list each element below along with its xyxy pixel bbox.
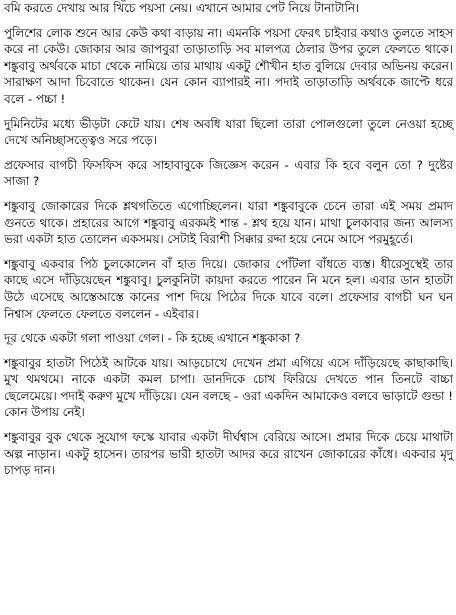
paragraph-5: শঙ্কুবাবু জোকারের দিকে শ্লথগতিতে এগোচ্ছিলেন। যারা শঙ্কুবাবুকে চেনে তারা এই সময় প্রমাদ গুনতে থাকে। প্রহারের আগে শঙ্কুবাবু এরকমই শান্ত - শ্লথ হয়ে যান। মাথা চুলকাবার জন্য আলস্য ভরা একটা হাত তোলেন একসময়। সেটাই বিরাশী সিক্কার রদ্দা হয়ে নেমে আসে পরমুহূর্তে।	[4, 198, 453, 247]
paragraph-1: বমি করতে দেখায় আর খিঁচে পয়সা নেয়। এখানে আমার পেট নিয়ে টানাটানি।	[4, 1, 360, 15]
paragraph-7: দূর থেকে একটা গলা পাওয়া গেল। - কি হচ্ছে এখানে শঙ্কুকাকা ?	[4, 331, 301, 346]
paragraph-3: দুমিনিটের মধ্যে ভীড়টা কেটে যায়। শেষ অবধি যারা ছিলো তারা পোলগুলো তুলে নেওয়া হচ্ছে দেখে অনিচ্ছাসত্ত্বেও সরে পড়ে।	[4, 116, 453, 148]
paragraph-8: শঙ্কুবাবুর হাতটা পিঠেই আটকে যায়। আড়চোখে দেখেন প্রমা এগিয়ে এসে দাঁড়িয়েছে কাছাকাছি। মুখ থমথমে। নাকে একটা কমল চাপা। ডানদিকে চোখ ফিরিয়ে দেখতে পান তিনটে বাচ্চা ছেলেমেয়ে। পদাই করুণ মুখে দাঁড়িয়ে। যেন বলছে - ওরা একদিন আমাকেও বলবে ভাড়াটে গুন্ডা ! কোন উপায় নেই।	[4, 355, 453, 420]
paragraph-9: শঙ্কুবাবুর বুক থেকে সুযোগ ফস্কে যাবার একটা দীর্ঘশ্বাস বেরিয়ে আসে। প্রমার দিকে চেয়ে মাথাটা অল্প নাড়ান। একটু হাসেন। তারপর ভারী হাতটা আদর করে রাখেন জোকারের কাঁধে। একবার মৃদু চাপড় দান।	[4, 430, 453, 478]
paragraph-2: পুলিশের লোক শুনে আর কেউ কথা বাড়ায় না। এমনকি পয়সা ফেরৎ চাইবার কথাও তুলতে সাহস করে না কেউ। জোকার আর জাপবুরা তাড়াতাড়ি সব মালপত্র ঠেলার উপর তুলে ফেলতে থাকে। শঙ্কুবাবু অর্থবকে মাচা থেকে নামিয়ে তার মাথায় একটু শৌখীন হাত বুলিয়ে দেবার অভিনয় করেন। সারাক্ষণ আদা চিবোতে থাকেন। যেন কোন ব্যাপারই না। পদাই তাড়াতাড়ি অর্থবকে জাপ্টে ধরে বলে - পচ্চা !	[4, 25, 453, 106]
paragraph-6: শঙ্কুবাবু একবার পিঠ চুলকোলেন বাঁ হাত দিয়ে। জোকার পোঁটলা বাঁধতে ব্যস্ত। ধীরেসুস্থেই তার কাছে এসে দাঁড়িয়েছেন শঙ্কুবাবু। চুলকুনিটা কায়দা করতে পারেন নি মনে হল। এবার ডান হাতটা উঠে এসেছে আস্তেআস্তে কানের পাশ দিয়ে পিঠের দিকে যাবে বলে। প্রফেসার বাগচী ঘন ঘন নিশ্বাস ফেলতে ফেলতে বললেন - এইবার।	[4, 256, 453, 321]
paragraph-4: প্রফেসার বাগচী ফিসফিস করে সাহাবাবুকে জিজ্ঞেস করেন - এবার কি হবে বলুন তো ? দুষ্টের সাজা ?	[4, 157, 453, 189]
